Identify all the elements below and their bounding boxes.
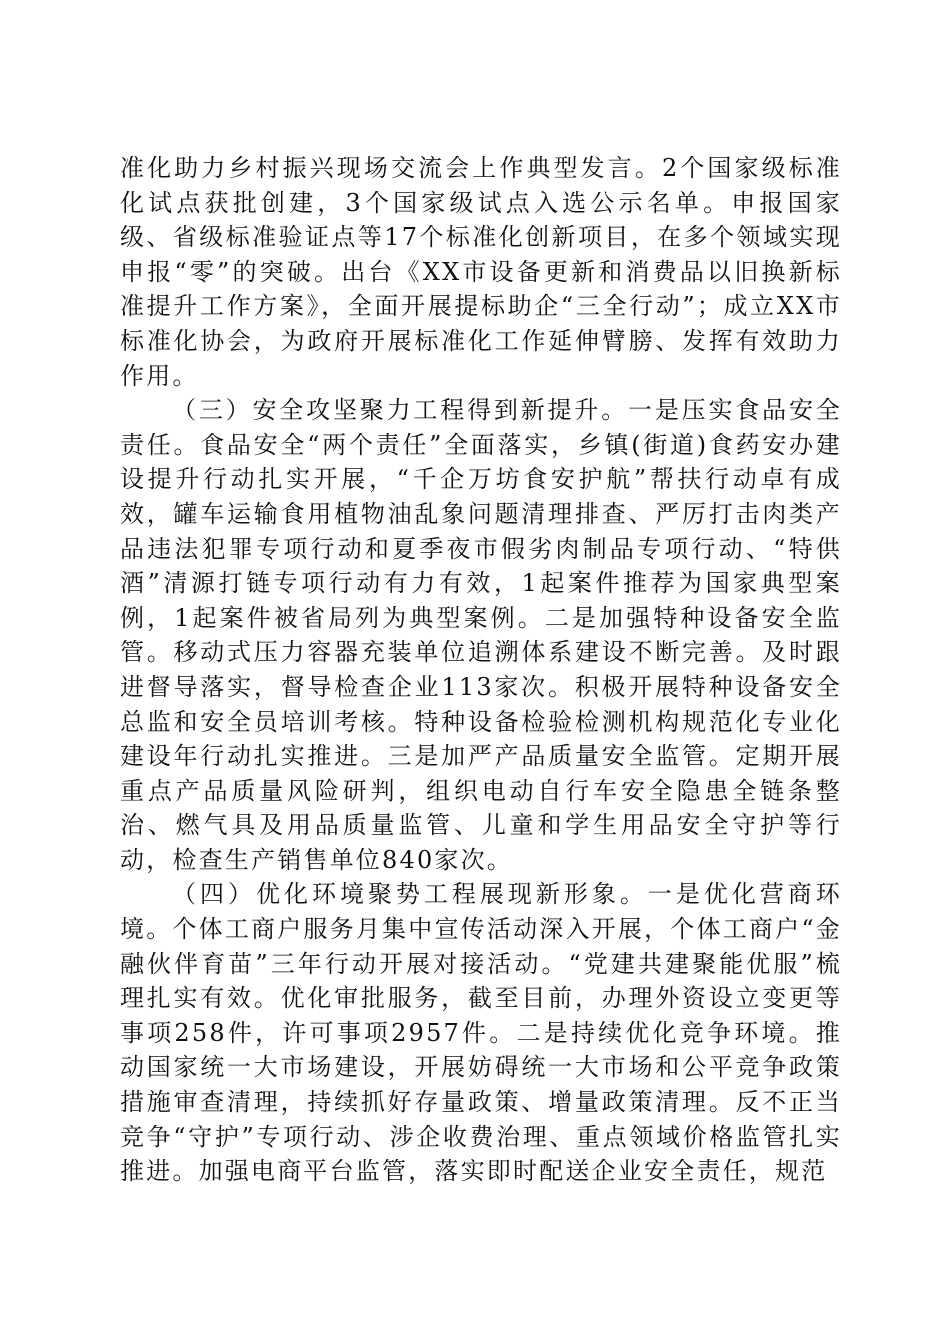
document-page (120, 151, 842, 1189)
paragraph-standardization-continued: 准化助力乡村振兴现场交流会上作典型发言。2个国家级标准化试点获批创建，3个国家级试点入选公示名单。申报国家级、省级标准验证点等17个标准化创新项目，在多个领域实现申报“零”的突破。出台《XX市设备更新和消费品以旧换新标准提升工作方案》，全面开展提标助企“三全行动”；成立XX市标准化协会，为政府开展标准化工作延伸臂膀、发挥有效助力作用。 (120, 154, 842, 390)
paragraph-environment-project: （四）优化环境聚势工程展现新形象。一是优化营商环境。个体工商户服务月集中宣传活动深入开展，个体工商户“金融伙伴育苗”三年行动开展对接活动。“党建共建聚能优服”梳理扎实有效。优化审批服务，截至目前，办理外资设立变更等事项258件，许可事项2957件。二是持续优化竞争环境。推动国家统一大市场建设，开展妨碍统一大市场和公平竞争政策措施审查清理，持续抓好存量政策、增量政策清理。反不正当竞争“守护”专项行动、涉企收费治理、重点领域价格监管扎实推进。加强电商平台监管，落实即时配送企业安全责任，规范 (120, 880, 842, 1186)
paragraph-safety-project: （三）安全攻坚聚力工程得到新提升。一是压实食品安全责任。食品安全“两个责任”全面落实，乡镇(街道)食药安办建设提升行动扎实开展，“千企万坊食安护航”帮扶行动卓有成效，罐车运输食用植物油乱象问题清理排查、严厉打击肉类产品违法犯罪专项行动和夏季夜市假劣肉制品专项行动、“特供酒”清源打链专项行动有力有效，1起案件推荐为国家典型案例，1起案件被省局列为典型案例。二是加强特种设备安全监管。移动式压力容器充装单位追溯体系建设不断完善。及时跟进督导落实，督导检查企业113家次。积极开展特种设备安全总监和安全员培训考核。特种设备检验检测机构规范化专业化建设年行动扎实推进。三是加严产品质量安全监管。定期开展重点产品质量风险研判，组织电动自行车安全隐患全链条整治、燃气具及用品质量监管、儿童和学生用品安全守护等行动，检查生产销售单位840家次。 (120, 396, 842, 874)
